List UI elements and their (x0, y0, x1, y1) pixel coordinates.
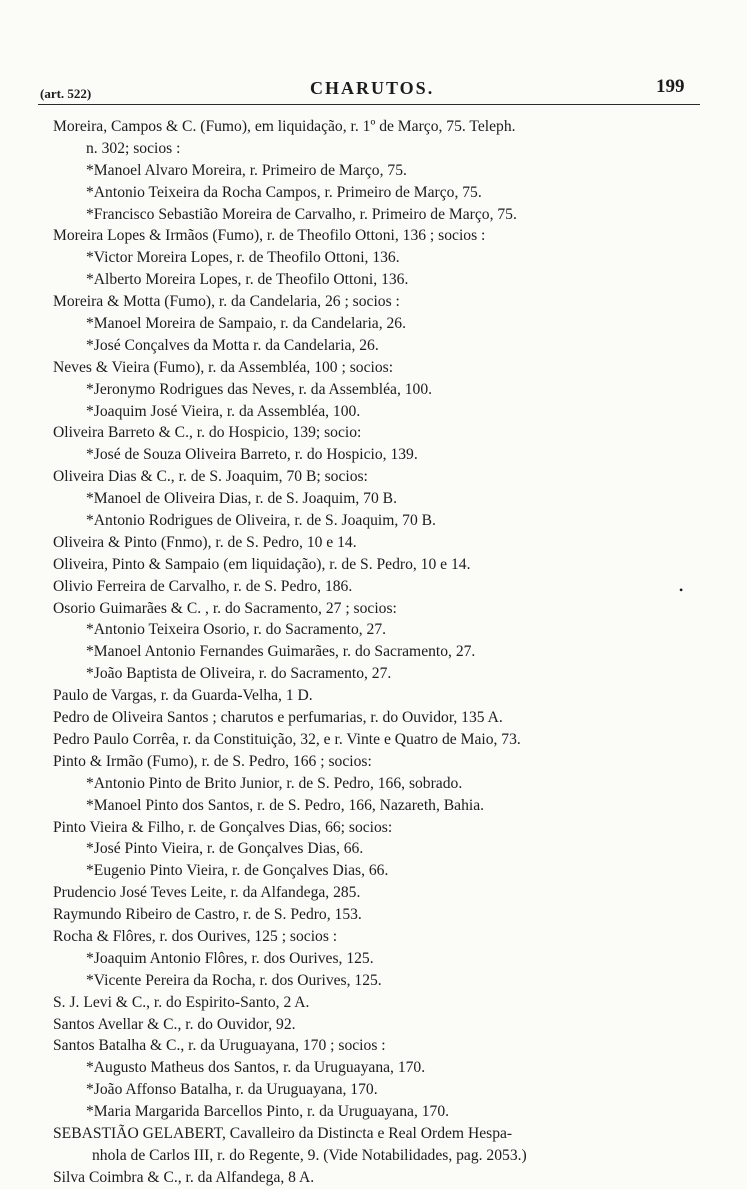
directory-entries (0, 116, 747, 1189)
partner-entry: *João Baptista de Oliveira, r. do Sacramento, 27. (86, 665, 392, 683)
directory-entry: Oliveira Barreto & C., r. do Hospicio, 139; socio: (53, 424, 362, 442)
partner-entry: *Antonio Teixeira Osorio, r. do Sacramento, 27. (86, 621, 387, 639)
partner-entry: n. 302; socios : (86, 139, 181, 157)
partner-entry: *Manoel Antonio Fernandes Guimarães, r. do Sacramento, 27. (86, 643, 476, 661)
directory-entry: S. J. Levi & C., r. do Espirito-Santo, 2 A. (53, 993, 310, 1011)
directory-entry: Olivio Ferreira de Carvalho, r. de S. Pedro, 186. • (0, 576, 747, 598)
partner-entry: *Antonio Teixeira da Rocha Campos, r. Primeiro de Março, 75. (86, 183, 482, 201)
header-rule (38, 104, 700, 105)
partner-entry: *Augusto Matheus dos Santos, r. da Uruguayana, 170. (86, 1059, 426, 1077)
directory-entry: Santos Batalha & C., r. da Uruguayana, 170 ; socios : (53, 1037, 386, 1055)
directory-entry: Pedro de Oliveira Santos ; charutos e perfumarias, r. do Ouvidor, 135 A. (53, 709, 503, 727)
partner-entry: *José Pinto Vieira, r. de Gonçalves Dias, 66. (86, 840, 364, 858)
partner-entry: *Manoel Alvaro Moreira, r. Primeiro de Março, 75. (86, 161, 407, 179)
page-number: 199 (656, 76, 685, 97)
directory-entry: Pedro Paulo Corrêa, r. da Constituição, 32, e r. Vinte e Quatro de Maio, 73. (53, 730, 521, 748)
partner-entry: *Victor Moreira Lopes, r. de Theofilo Ottoni, 136. (86, 249, 400, 267)
partner-entry: *Antonio Pinto de Brito Junior, r. de S. Pedro, 166, sobrado. (86, 774, 463, 792)
partner-entry: *Antonio Rodrigues de Oliveira, r. de S. Joaquim, 70 B. (86, 512, 436, 530)
partner-entry: *José de Souza Oliveira Barreto, r. do Hospicio, 139. (86, 446, 418, 464)
partner-entry: *Francisco Sebastião Moreira de Carvalho, r. Primeiro de Março, 75. (86, 205, 517, 223)
directory-entry: Pinto & Irmão (Fumo), r. de S. Pedro, 166 ; socios: (53, 752, 372, 770)
partner-entry: *Maria Margarida Barcellos Pinto, r. da Uruguayana, 170. (86, 1103, 450, 1121)
directory-entry: Pinto Vieira & Filho, r. de Gonçalves Dias, 66; socios: (53, 818, 393, 836)
partner-entry: *João Affonso Batalha, r. da Uruguayana, 170. (86, 1081, 378, 1099)
entry-continuation: nhola de Carlos III, r. do Regente, 9. (Vide Notabilidades, pag. 2053.) (92, 1146, 527, 1164)
directory-entry: Oliveira Dias & C., r. de S. Joaquim, 70 B; socios: (53, 468, 368, 486)
partner-entry: *Vicente Pereira da Rocha, r. dos Ourives, 125. (86, 971, 382, 989)
partner-entry: *Jeronymo Rodrigues das Neves, r. da Assembléa, 100. (86, 380, 433, 398)
partner-entry: *Eugenio Pinto Vieira, r. de Gonçalves Dias, 66. (86, 862, 389, 880)
partner-entry: *Manoel de Oliveira Dias, r. de S. Joaquim, 70 B. (86, 490, 397, 508)
partner-entry: *Joaquim José Vieira, r. da Assembléa, 100. (86, 402, 361, 420)
directory-entry: Moreira Lopes & Irmãos (Fumo), r. de Theofilo Ottoni, 136 ; socios : (53, 227, 486, 245)
partner-entry: *Manoel Moreira de Sampaio, r. da Candelaria, 26. (86, 315, 407, 333)
directory-entry: Raymundo Ribeiro de Castro, r. de S. Pedro, 153. (53, 906, 362, 924)
directory-entry: Neves & Vieira (Fumo), r. da Assembléa, 100 ; socios: (53, 358, 394, 376)
partner-entry: *Manoel Pinto dos Santos, r. de S. Pedro, 166, Nazareth, Bahia. (86, 796, 485, 814)
directory-entry: Moreira & Motta (Fumo), r. da Candelaria, 26 ; socios : (53, 293, 400, 311)
directory-entry: Santos Avellar & C., r. do Ouvidor, 92. (53, 1015, 296, 1033)
directory-entry: Paulo de Vargas, r. da Guarda-Velha, 1 D. (53, 687, 313, 705)
directory-entry: Oliveira & Pinto (Fnmo), r. de S. Pedro, 10 e 14. (53, 533, 357, 551)
section-title: CHARUTOS. (310, 78, 435, 98)
directory-entry: Silva Coimbra & C., r. da Alfandega, 8 A. (53, 1168, 315, 1186)
partner-entry: *Joaquim Antonio Flôres, r. dos Ourives, 125. (86, 949, 374, 967)
directory-entry: Prudencio José Teves Leite, r. da Alfandega, 285. (53, 884, 361, 902)
margin-mark: • (679, 582, 684, 597)
directory-entry: Osorio Guimarães & C. , r. do Sacramento, 27 ; socios: (53, 599, 397, 617)
directory-entry: SEBASTIÃO GELABERT, Cavalleiro da Distincta e Real Ordem Hespa- (53, 1124, 513, 1142)
partner-entry: *José Conçalves da Motta r. da Candelaria, 26. (86, 336, 379, 354)
directory-entry: Rocha & Flôres, r. dos Ourives, 125 ; socios : (53, 927, 338, 945)
article-reference: (art. 522) (40, 86, 92, 101)
directory-entry: Moreira, Campos & C. (Fumo), em liquidação, r. 1º de Março, 75. Teleph. (53, 118, 516, 135)
directory-entry: Oliveira, Pinto & Sampaio (em liquidação), r. de S. Pedro, 10 e 14. (53, 555, 471, 573)
partner-entry: *Alberto Moreira Lopes, r. de Theofilo Ottoni, 136. (86, 271, 409, 289)
page-header (0, 0, 747, 110)
